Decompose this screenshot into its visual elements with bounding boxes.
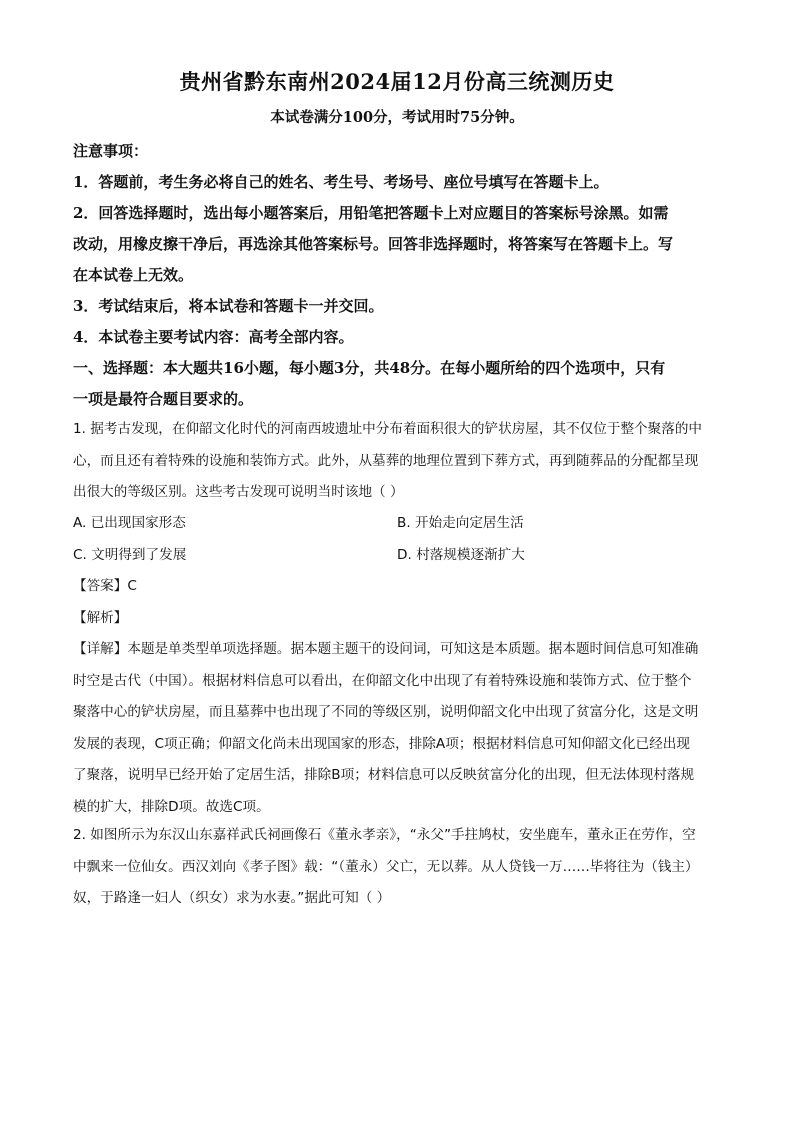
notice-section [73,136,723,415]
detail-text: 本题是单类型单项选择题。据本题主题干的设问词，可知这是本质题。据本题时间信息可知准确 [127,641,699,657]
notice-line: 4．本试卷主要考试内容：高考全部内容。 [73,328,354,346]
detail-line: 聚落中心的铲状房屋，而且墓葬中也出现了不同的等级区别，说明仰韶文化中出现了贫富分化，这是文明 [73,704,699,720]
section-heading-line: 一项是最符合题目要求的。 [73,390,254,408]
detail-line [73,634,723,666]
notice-line: 3．考试结束后，将本试卷和答题卡一并交回。 [73,297,384,315]
detail-line: 时空是古代（中国）。根据材料信息可以看出，在仰韶文化中出现了有着特殊设施和装饰方式、位于整个 [73,672,692,689]
question-2-stem [73,820,723,915]
option-b: B. 开始走向定居生活 [397,515,524,531]
detail-line: 模的扩大，排除D项。故选C项。 [73,798,270,815]
question-1-stem [73,414,723,509]
analysis-label: 【解析】 [73,609,128,626]
question-1-answer [73,571,723,823]
detail-line: 发展的表现，C项正确；仰韶文化尚未出现国家的形态，排除A项；根据材料信息可知仰韶文化已经出现 [73,735,690,752]
question-line: 1. 据考古发现，在仰韶文化时代的河南西坡遗址中分布着面积很大的铲状房屋，其不仅位于整个聚落的中 [73,421,703,437]
option-d: D. 村落规模逐渐扩大 [397,547,525,563]
question-line: 出很大的等级区别。这些考古发现可说明当时该地（ ） [73,484,404,500]
question-line: 中飘来一位仙女。西汉刘向《孝子图》载：“（董永）父亡，无以葬。从人贷钱一万……毕将往为（钱主） [73,858,699,875]
answer-line [73,571,723,603]
notice-line: 2．回答选择题时，选出每小题答案后，用铅笔把答题卡上对应题目的答案标号涂黑。如需 [73,204,669,222]
question-line: 2. 如图所示为东汉山东嘉祥武氏祠画像石《董永孝亲》，“永父”手拄鸠杖，安坐鹿车，董永正在劳作，空 [73,827,696,843]
notice-line: 在本试卷上无效。 [73,266,194,284]
question-line: 心，而且还有着特殊的设施和装饰方式。此外，从墓葬的地理位置到下葬方式，再到随葬品的分配都呈现 [73,452,699,469]
answer-value: C [127,578,137,594]
detail-label: 【详解】 [73,641,128,657]
notice-line: 改动，用橡皮擦干净后，再选涂其他答案标号。回答非选择题时，将答案写在答题卡上。写 [73,235,674,253]
page-title: 贵州省黔东南州2024届12月份高三统测历史 [179,69,615,94]
answer-label: 【答案】 [73,578,128,594]
notice-line: 1．答题前，考生务必将自己的姓名、考生号、考场号、座位号填写在答题卡上。 [73,173,609,191]
section-heading-line: 一、选择题：本大题共16小题，每小题3分，共48分。在每小题所给的四个选项中，只有 [73,359,666,377]
detail-line: 了聚落，说明早已经开始了定居生活，排除B项；材料信息可以反映贫富分化的出现，但无法体现村落规 [73,767,695,783]
page-subtitle: 本试卷满分100分，考试用时75分钟。 [270,109,524,126]
notice-heading: 注意事项： [73,142,149,160]
option-c: C. 文明得到了发展 [73,547,187,563]
question-line: 奴，于路逢一妇人（织女）求为水妻。”据此可知（ ） [73,890,391,906]
option-a: A. 已出现国家形态 [73,515,186,531]
